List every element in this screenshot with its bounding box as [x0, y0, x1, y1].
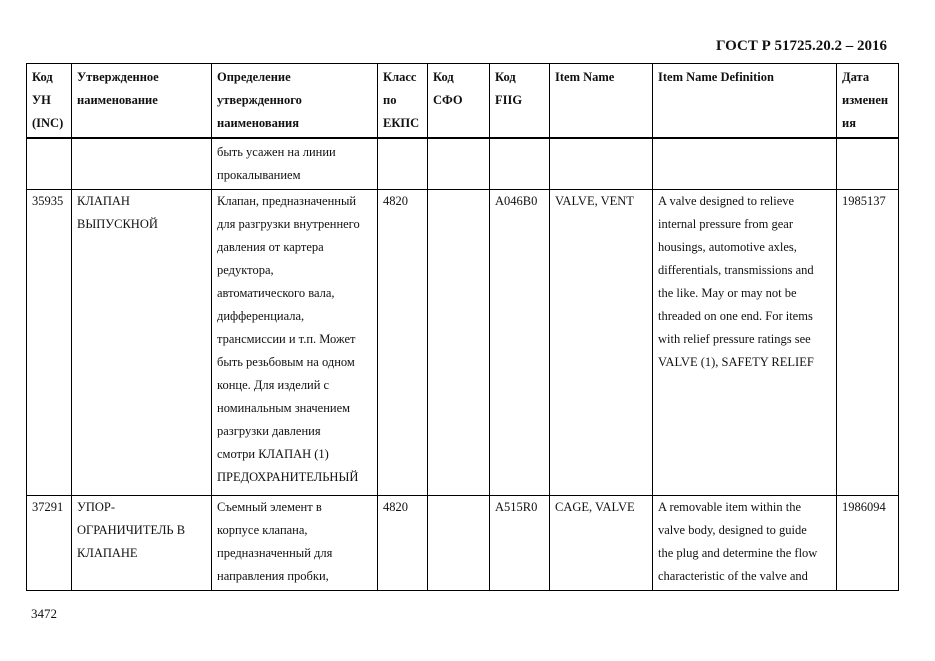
header-inc: Код УН (INC) [27, 64, 72, 139]
cell-item-def: A removable item within the valve body, designed to guide the plug and determine the flow characteristic of the valve and [653, 496, 837, 591]
cell-name: УПОР- ОГРАНИЧИТЕЛЬ В КЛАПАНЕ [72, 496, 212, 591]
header-class: Класс по ЕКПС [378, 64, 428, 139]
table-header-row [27, 64, 899, 139]
header-date-changed: Дата изменен ия [837, 64, 899, 139]
header-fiig: Код FIIG [490, 64, 550, 139]
cell-inc: 37291 [27, 496, 72, 591]
cell-item-name: VALVE, VENT [550, 190, 653, 496]
cell-sfo [428, 138, 490, 190]
cell-item-def [653, 138, 837, 190]
table-row [27, 138, 899, 190]
page-number: 3472 [31, 606, 57, 621]
cell-date: 1985137 [837, 190, 899, 496]
header-definition: Определение утвержденного наименования [212, 64, 378, 139]
header-sfo: Код СФО [428, 64, 490, 139]
cell-name [72, 138, 212, 190]
cell-sfo [428, 190, 490, 496]
cell-definition: Клапан, предназначенный для разгрузки внутреннего давления от картера редуктора, автоматического вала, дифференциала, трансмиссии и т.п. Может быть резьбовым на одном конце. Для изделий с номинальным значением разгрузки давления смотри КЛАПАН (1) ПРЕДОХРАНИТЕЛЬНЫЙ [212, 190, 378, 496]
cell-fiig [490, 138, 550, 190]
cell-definition: быть усажен на линии прокалыванием [212, 138, 378, 190]
cell-class: 4820 [378, 496, 428, 591]
header-approved-name: Утвержденное наименование [72, 64, 212, 139]
cell-fiig: A515R0 [490, 496, 550, 591]
document-standard-title: ГОСТ Р 51725.20.2 – 2016 [715, 38, 887, 54]
table-row [27, 190, 899, 496]
cell-inc [27, 138, 72, 190]
cell-inc: 35935 [27, 190, 72, 496]
nomenclature-table [26, 63, 899, 591]
cell-sfo [428, 496, 490, 591]
header-item-name-definition: Item Name Definition [653, 64, 837, 139]
cell-item-name [550, 138, 653, 190]
cell-date: 1986094 [837, 496, 899, 591]
cell-date [837, 138, 899, 190]
cell-item-name: CAGE, VALVE [550, 496, 653, 591]
cell-name: КЛАПАН ВЫПУСКНОЙ [72, 190, 212, 496]
cell-class [378, 138, 428, 190]
cell-fiig: A046B0 [490, 190, 550, 496]
header-item-name: Item Name [550, 64, 653, 139]
cell-item-def: A valve designed to relieve internal pressure from gear housings, automotive axles, differentials, transmissions and the like. May or may not be threaded on one end. For items with relief pressure ratings see VALVE (1), SAFETY RELIEF [653, 190, 837, 496]
table-row [27, 496, 899, 591]
cell-class: 4820 [378, 190, 428, 496]
cell-definition: Съемный элемент в корпусе клапана, предназначенный для направления пробки, [212, 496, 378, 591]
